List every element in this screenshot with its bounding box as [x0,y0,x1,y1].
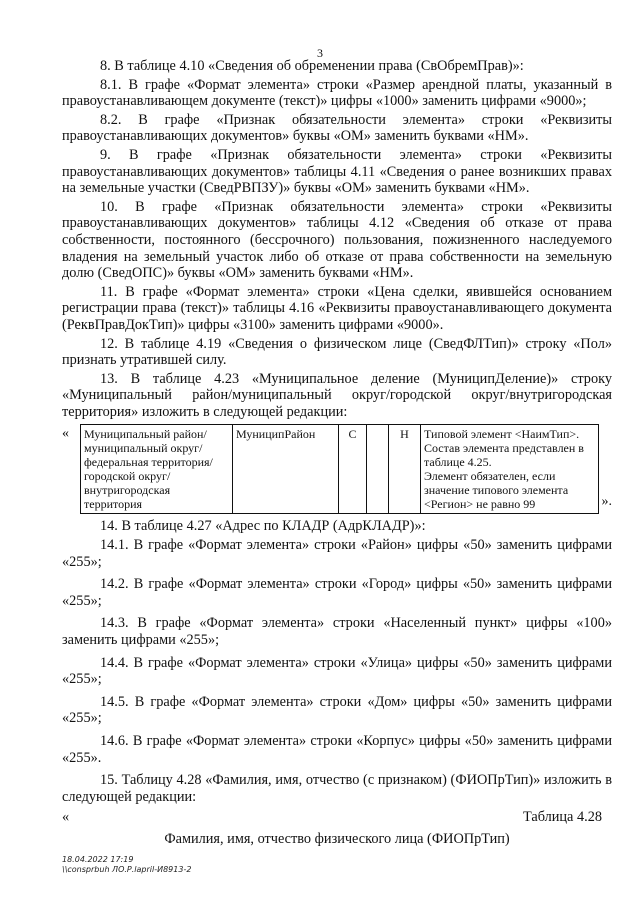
replacement-table-block [62,424,612,514]
replacement-table [80,424,599,514]
document-body [62,58,612,848]
open-quote: « [62,426,69,442]
paragraph: 8.2. В графе «Признак обязательности элемента» строки «Реквизиты правоустанавливающих документов» буквы «ОМ» заменить буквами «НМ». [62,111,612,145]
cell-element-required: Н [389,425,421,514]
paragraph: 9. В графе «Признак обязательности элемента» строки «Реквизиты правоустанавливающих документов» таблицы 4.11 «Сведения о ранее возникших правах на земельные участки (СведРВПЗУ)» буквы «ОМ» заменить буквами «НМ». [62,146,612,197]
cell-element-type: С [339,425,367,514]
footer-date: 18.04.2022 17:19 [62,855,134,864]
paragraph: 14.3. В графе «Формат элемента» строки «Населенный пункт» цифры «100» заменить цифрами «255»; [62,615,612,649]
note-line: Состав элемента представлен в таблице 4.25. [424,441,584,470]
note-line: Элемент обязателен, если значение типового элемента <Регион> не равно 99 [424,469,569,512]
footer-path: \\consprbuh ЛО.Р.lapril-И8913-2 [62,865,192,874]
paragraph: 14.2. В графе «Формат элемента» строки «Город» цифры «50» заменить цифрами «255»; [62,576,612,609]
paragraph: 14. В таблице 4.27 «Адрес по КЛАДР (АдрКЛАДР)»: [100,518,426,535]
cell-element-format [367,425,389,514]
paragraph: 8.1. В графе «Формат элемента» строки «Размер арендной платы, указанный в правоустанавливающем документе (текст)» цифры «1000» заменить цифрами «9000»; [62,76,612,110]
table-title: Фамилия, имя, отчество физического лица (ФИОПрТип) [164,831,510,848]
table-row [81,425,599,514]
paragraph: 14.1. В графе «Формат элемента» строки «Район» цифры «50» заменить цифрами «255»; [62,537,612,570]
caption-open-quote: « [62,809,70,826]
paragraph: 14.4. В графе «Формат элемента» строки «Улица» цифры «50» заменить цифрами «255»; [62,654,612,688]
paragraph: 15. Таблицу 4.28 «Фамилия, имя, отчество (с признаком) (ФИОПрТип)» изложить в следующей редакции: [62,772,612,805]
table-number: Таблица 4.28 [522,809,602,826]
cell-element-name: Муниципальный район/муниципальный округ/федеральная территория/городской округ/внутригородская территория [81,425,233,514]
paragraph: 11. В графе «Формат элемента» строки «Цена сделки, явившейся основанием регистрации права (текст)» таблицы 4.16 «Реквизиты правоустанавливающего документа (РеквПравДокТип)» цифры «3100» заменить цифрами «9000». [62,283,612,333]
footer-stamp [62,855,191,875]
close-quote: ». [601,493,612,509]
cell-element-code: МуниципРайон [233,425,339,514]
paragraph: 10. В графе «Признак обязательности элемента» строки «Реквизиты правоустанавливающих документов» таблицы 4.12 «Сведения об отказе от права собственности, постоянного (бессрочного) пользования, пожизненного наследуемого владения на земельный участок либо об отказе от права собственности на земельную долю (СведОПС)» буквы «ОМ» заменить буквами «НМ». [62,198,612,282]
cell-element-note [421,425,599,514]
paragraph: 14.5. В графе «Формат элемента» строки «Дом» цифры «50» заменить цифрами «255»; [62,693,612,727]
page-number: 3 [317,46,323,60]
paragraph: 12. В таблице 4.19 «Сведения о физическом лице (СведФЛТип)» строку «Пол» признать утратившей силу. [62,335,612,369]
paragraph: 8. В таблице 4.10 «Сведения об обременении права (СвОбремПрав)»: [100,58,524,74]
paragraph: 13. В таблице 4.23 «Муниципальное деление (МуниципДеление)» строку «Муниципальный район/муниципальный округ/городской округ/внутригородская территория» изложить в следующей редакции: [62,370,612,420]
table-caption-row [62,809,612,827]
note-line: Типовой элемент <НаимТип>. [424,427,580,442]
paragraph: 14.6. В графе «Формат элемента» строки «Корпус» цифры «50» заменить цифрами «255». [62,733,612,766]
